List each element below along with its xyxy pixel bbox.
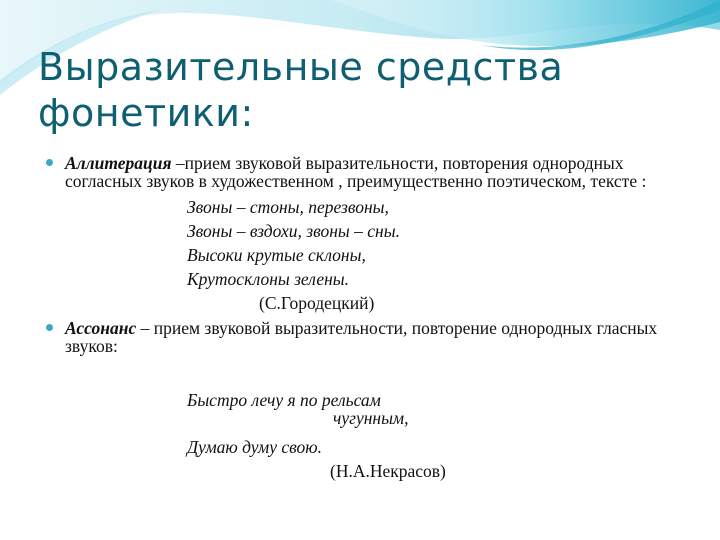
bullet-assonance [44, 319, 664, 355]
author-nekrasov: (Н.А.Некрасов) [330, 461, 446, 481]
term-assonance: Ассонанс [65, 318, 137, 338]
slide-content [44, 154, 664, 483]
poem-line: Звоны – вздохи, звоны – сны. [187, 221, 400, 241]
poem-gorodetsky [187, 195, 664, 291]
poem-line: Звоны – стоны, перезвоны, [187, 197, 389, 217]
poem-line: Высоки крутые склоны, [187, 245, 366, 265]
term-alliteration: Аллитерация [65, 153, 172, 173]
bullet-alliteration [44, 154, 664, 190]
poem-line: Думаю думу свою. [187, 437, 322, 457]
definition-alliteration: –прием звуковой выразительности, повторения однородных согласных звуков в художественном , преимущественно поэтическом, тексте : [65, 153, 647, 191]
poem-nekrasov [187, 392, 664, 459]
author-gorodetsky: (С.Городецкий) [259, 293, 375, 313]
poem-line: Крутосклоны зелены. [187, 269, 350, 289]
definition-assonance: – прием звуковой выразительности, повторение однородных гласных звуков: [65, 318, 658, 356]
bullet-icon [46, 324, 53, 331]
poem-line: Быстро лечу я по рельсам [187, 390, 381, 410]
slide-title: Выразительные средства фонетики: [38, 45, 564, 135]
poem-line-continuation: чугунным, [333, 408, 409, 428]
bullet-icon [46, 159, 53, 166]
